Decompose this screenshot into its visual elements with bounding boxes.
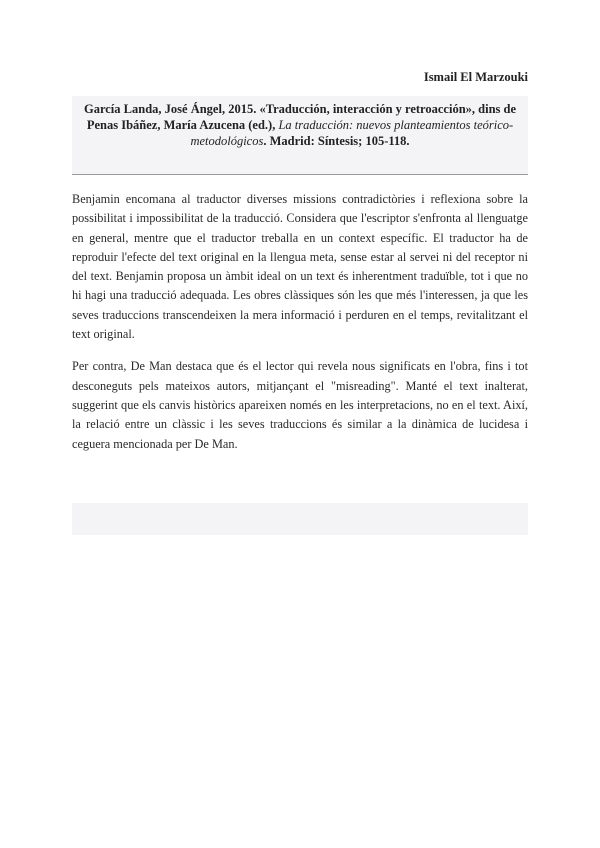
citation-reference: García Landa, José Ángel, 2015. «Traducción, interacción y retroacción», dins de Penas Ibáñez, María Azucena (ed.), — [83, 102, 517, 132]
paragraph-de-man: Per contra, De Man destaca que és el lector qui revela nous significats en l'obra, fins i tot desconeguts pels mateixos autors, mitjançant el "misreading". Manté el text inalterat, suggerint que els canvis històrics apareixen només en les interpretacions, no en el text. Així, la relació entre un clàssic i les seves traduccions és similar a la dinàmica de lucidesa i ceguera mencionada per De Man. — [72, 359, 528, 451]
divider-line — [72, 174, 528, 175]
paragraph-benjamin: Benjamin encomana al traductor diverses missions contradictòries i reflexiona sobre la possibilitat i impossibilitat de la traducció. Considera que l'escriptor s'enfronta al llenguatge en general, mentre que el traductor treballa en un context específic. El traductor ha de reproduir l'efecte del text original en la llengua meta, sense estar al servei ni del receptor ni del text. Benjamin proposa un àmbit ideal on un text és inherentment traduïble, tot i que no hi hagi una traducció adequada. Les obres clàssiques són les que més l'interessen, ja que les seves traduccions transcendeixen la mera informació i perduren en el temps, revitalitzant el text original. — [72, 192, 528, 342]
empty-text-band — [72, 503, 528, 535]
citation-book-title: La traducción: nuevos planteamientos teórico-metodológicos — [190, 118, 514, 148]
citation-publisher: . Madrid: Síntesis; 105-118. — [263, 134, 410, 148]
body-text — [72, 190, 528, 467]
citation-block — [72, 96, 528, 174]
author-name: Ismail El Marzouki — [423, 70, 528, 84]
